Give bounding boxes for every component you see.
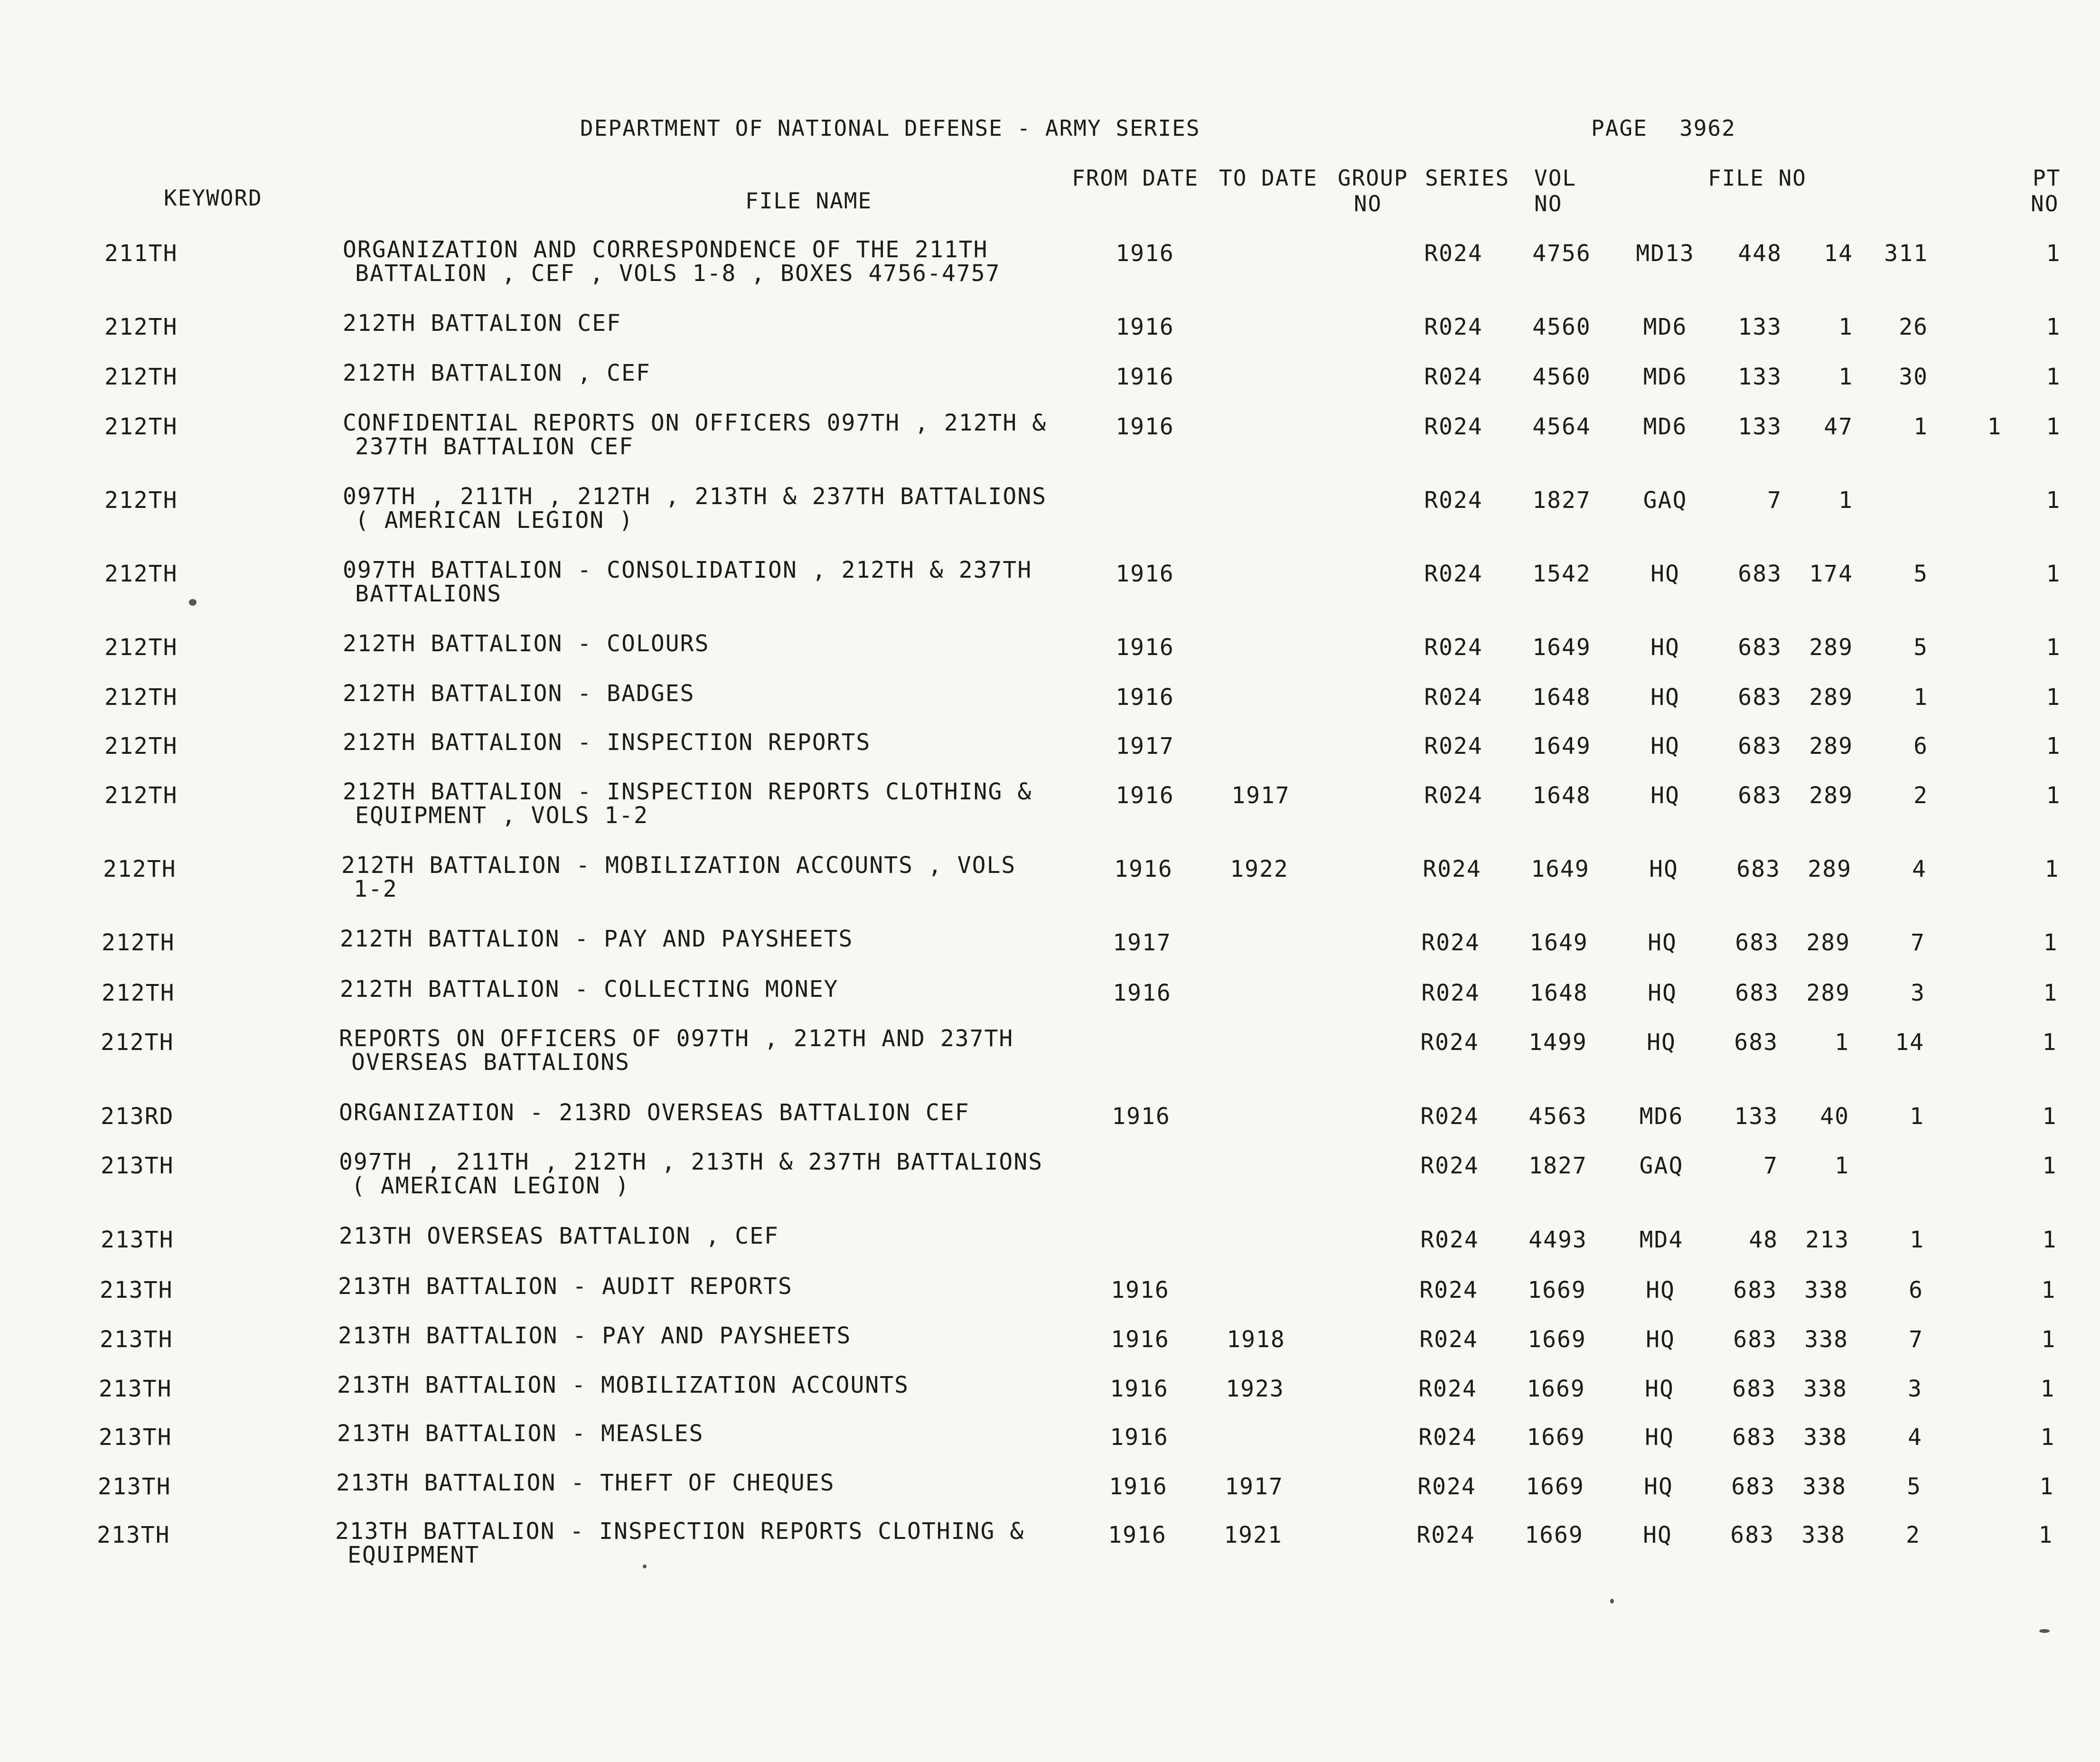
file-name-line-1: 097TH , 211TH , 212TH , 213TH & 237TH BATTALIONS — [343, 483, 1047, 510]
keyword-cell: 213TH — [101, 1153, 174, 1179]
file-no-2-cell: 7 — [1767, 487, 1782, 514]
file-no-3-cell: 213 — [1805, 1227, 1849, 1253]
from-date-cell: 1916 — [1116, 314, 1174, 340]
vol-no-cell: 1648 — [1532, 684, 1591, 711]
file-name-line-1: 213TH BATTALION - INSPECTION REPORTS CLOTHING & — [335, 1518, 1025, 1545]
from-date-cell: 1916 — [1110, 1376, 1169, 1402]
vol-no-cell: 4564 — [1532, 413, 1591, 440]
file-no-3-cell: 289 — [1809, 733, 1853, 759]
keyword-cell: 212TH — [104, 364, 178, 390]
file-no-2-cell: 683 — [1733, 1326, 1777, 1353]
file-no-4-cell: 4 — [1908, 1424, 1922, 1451]
file-no-4-cell: 7 — [1909, 1326, 1923, 1353]
series-cell: R024 — [1420, 1029, 1479, 1056]
file-no-3-cell: 289 — [1809, 782, 1853, 809]
series-cell: R024 — [1420, 1227, 1479, 1253]
file-no-4-cell: 5 — [1913, 634, 1928, 661]
to-date-cell: 1921 — [1224, 1522, 1283, 1548]
file-no-2-cell: 683 — [1732, 1376, 1776, 1402]
pt-no-cell: 1 — [2041, 1277, 2056, 1303]
file-no-1-cell: MD6 — [1643, 364, 1688, 390]
pt-no-cell: 1 — [2039, 1473, 2054, 1500]
file-name-line-2: ( AMERICAN LEGION ) — [351, 1172, 630, 1199]
file-name-line-1: 213TH BATTALION - PAY AND PAYSHEETS — [338, 1322, 852, 1349]
file-name-line-2: 237TH BATTALION CEF — [355, 433, 634, 460]
file-no-2-cell: 683 — [1738, 782, 1782, 809]
file-name-line-1: 213TH BATTALION - MEASLES — [337, 1420, 704, 1447]
file-name-line-1: ORGANIZATION AND CORRESPONDENCE OF THE 211TH — [343, 236, 988, 263]
column-header-to-date: TO DATE — [1219, 165, 1318, 191]
file-no-2-cell: 683 — [1731, 1473, 1775, 1500]
file-name-line-1: 212TH BATTALION - INSPECTION REPORTS — [343, 729, 871, 756]
scan-speck — [643, 1565, 647, 1568]
vol-no-cell: 1648 — [1532, 782, 1591, 809]
scan-speck — [189, 599, 197, 606]
from-date-cell: 1916 — [1108, 1522, 1167, 1548]
file-no-2-cell: 7 — [1763, 1153, 1778, 1179]
file-no-1-cell: GAQ — [1643, 487, 1688, 514]
file-no-1-cell: HQ — [1645, 1424, 1674, 1451]
file-no-3-cell: 338 — [1804, 1326, 1848, 1353]
file-no-2-cell: 683 — [1738, 634, 1782, 661]
series-cell: R024 — [1424, 733, 1483, 759]
column-header-series: SERIES — [1425, 165, 1510, 191]
pt-no-cell: 1 — [2042, 1227, 2057, 1253]
file-no-1-cell: HQ — [1650, 684, 1680, 711]
file-no-2-cell: 133 — [1738, 364, 1782, 390]
file-no-3-cell: 289 — [1809, 684, 1853, 711]
file-no-2-cell: 133 — [1738, 314, 1782, 340]
file-no-4-cell: 1 — [1913, 684, 1928, 711]
to-date-cell: 1917 — [1225, 1473, 1284, 1500]
keyword-cell: 213TH — [99, 1376, 172, 1402]
file-no-3-cell: 14 — [1824, 240, 1853, 267]
file-no-1-cell: HQ — [1648, 980, 1677, 1006]
file-no-3-cell: 338 — [1803, 1376, 1847, 1402]
file-no-3-cell: 289 — [1808, 856, 1852, 882]
to-date-cell: 1923 — [1226, 1376, 1284, 1402]
file-no-2-cell: 683 — [1736, 856, 1781, 882]
pt-no-cell: 1 — [2046, 733, 2061, 759]
from-date-cell: 1916 — [1109, 1473, 1168, 1500]
file-no-3-cell: 174 — [1809, 561, 1853, 587]
file-no-2-cell: 48 — [1749, 1227, 1778, 1253]
column-header-pt-no: NO — [2031, 191, 2059, 216]
pt-no-cell: 1 — [2046, 240, 2061, 267]
file-no-3-cell: 338 — [1803, 1424, 1847, 1451]
column-header-file-no: FILE NO — [1708, 165, 1807, 191]
file-name-line-1: 212TH BATTALION CEF — [343, 310, 622, 337]
from-date-cell: 1916 — [1116, 413, 1174, 440]
from-date-cell: 1916 — [1116, 634, 1174, 661]
pt-no-cell: 1 — [2041, 1326, 2056, 1353]
file-name-line-1: 212TH BATTALION - PAY AND PAYSHEETS — [340, 926, 853, 952]
file-no-1-cell: HQ — [1649, 856, 1678, 882]
file-no-4-cell: 1 — [1910, 1103, 1924, 1130]
column-header-vol: VOL — [1534, 165, 1577, 191]
file-name-line-1: 097TH , 211TH , 212TH , 213TH & 237TH BATTALIONS — [339, 1149, 1043, 1175]
vol-no-cell: 1542 — [1532, 561, 1591, 587]
keyword-cell: 213TH — [101, 1227, 174, 1253]
series-cell: R024 — [1424, 634, 1483, 661]
file-name-line-1: 097TH BATTALION - CONSOLIDATION , 212TH & 237TH — [343, 557, 1032, 583]
file-no-1-cell: HQ — [1647, 1029, 1676, 1056]
vol-no-cell: 1649 — [1531, 856, 1590, 882]
file-no-4-cell: 3 — [1908, 1376, 1922, 1402]
file-no-1-cell: HQ — [1645, 1376, 1674, 1402]
file-no-3-cell: 289 — [1806, 929, 1850, 956]
series-cell: R024 — [1418, 1376, 1477, 1402]
file-no-1-cell: HQ — [1646, 1326, 1675, 1353]
keyword-cell: 211TH — [104, 240, 178, 267]
series-cell: R024 — [1424, 487, 1483, 514]
keyword-cell: 212TH — [102, 929, 175, 956]
file-no-2-cell: 683 — [1734, 1029, 1778, 1056]
file-no-2-cell: 683 — [1735, 929, 1779, 956]
keyword-cell: 212TH — [104, 413, 178, 440]
file-no-4-cell: 4 — [1912, 856, 1927, 882]
file-no-2-cell: 133 — [1734, 1103, 1778, 1130]
series-cell: R024 — [1421, 980, 1480, 1006]
vol-no-cell: 1649 — [1532, 733, 1591, 759]
file-no-2-cell: 448 — [1738, 240, 1782, 267]
series-cell: R024 — [1424, 561, 1483, 587]
vol-no-cell: 1649 — [1532, 634, 1591, 661]
series-cell: R024 — [1424, 364, 1483, 390]
file-no-3-cell: 289 — [1806, 980, 1850, 1006]
column-header-pt: PT — [2033, 165, 2061, 191]
scan-speck — [2039, 1629, 2050, 1633]
pt-no-cell: 1 — [2040, 1376, 2055, 1402]
series-cell: R024 — [1419, 1277, 1478, 1303]
file-name-line-1: 213TH BATTALION - AUDIT REPORTS — [338, 1273, 793, 1300]
from-date-cell: 1916 — [1116, 240, 1174, 267]
file-no-1-cell: GAQ — [1639, 1153, 1684, 1179]
file-no-4-cell: 6 — [1909, 1277, 1923, 1303]
keyword-cell: 212TH — [104, 487, 178, 514]
file-no-2-cell: 683 — [1738, 684, 1782, 711]
from-date-cell: 1916 — [1111, 1326, 1170, 1353]
pt-no-cell: 1 — [2046, 413, 2061, 440]
file-name-line-1: 212TH BATTALION - COLOURS — [343, 630, 710, 657]
series-cell: R024 — [1416, 1522, 1475, 1548]
series-cell: R024 — [1417, 1473, 1476, 1500]
file-no-4-cell: 6 — [1913, 733, 1928, 759]
keyword-cell: 212TH — [104, 561, 178, 587]
file-name-line-1: 212TH BATTALION , CEF — [343, 360, 651, 386]
file-no-4-cell: 7 — [1911, 929, 1925, 956]
vol-no-cell: 4493 — [1528, 1227, 1587, 1253]
series-cell: R024 — [1424, 240, 1483, 267]
column-header-from-date: FROM DATE — [1072, 165, 1199, 191]
file-no-1-cell: MD4 — [1639, 1227, 1684, 1253]
file-no-4-cell: 311 — [1884, 240, 1928, 267]
pt-no-cell: 1 — [2046, 314, 2061, 340]
series-cell: R024 — [1420, 1103, 1479, 1130]
file-no-2-cell: 683 — [1730, 1522, 1774, 1548]
file-name-line-2: 1-2 — [354, 876, 398, 902]
from-date-cell: 1916 — [1116, 684, 1174, 711]
file-name-line-1: 213TH BATTALION - MOBILIZATION ACCOUNTS — [337, 1372, 909, 1398]
pt-no-cell: 1 — [2046, 561, 2061, 587]
series-cell: R024 — [1424, 314, 1483, 340]
from-date-cell: 1916 — [1114, 856, 1173, 882]
series-cell: R024 — [1420, 1153, 1479, 1179]
vol-no-cell: 1669 — [1528, 1326, 1586, 1353]
file-no-3-cell: 338 — [1804, 1277, 1848, 1303]
file-no-3-cell: 338 — [1801, 1522, 1846, 1548]
file-no-1-cell: HQ — [1644, 1473, 1673, 1500]
column-header-group-no: NO — [1354, 191, 1382, 216]
series-cell: R024 — [1424, 413, 1483, 440]
document-title: DEPARTMENT OF NATIONAL DEFENSE - ARMY SERIES — [580, 115, 1200, 141]
column-header-group: GROUP — [1338, 165, 1408, 191]
from-date-cell: 1916 — [1113, 980, 1172, 1006]
file-no-1-cell: HQ — [1643, 1522, 1672, 1548]
file-no-1-cell: MD6 — [1639, 1103, 1684, 1130]
keyword-cell: 212TH — [102, 980, 175, 1006]
keyword-cell: 212TH — [104, 782, 178, 809]
file-name-line-1: REPORTS ON OFFICERS OF 097TH , 212TH AND 237TH — [339, 1025, 1014, 1052]
file-name-line-1: 212TH BATTALION - BADGES — [343, 680, 695, 707]
keyword-cell: 213TH — [97, 1522, 170, 1548]
pt-no-cell: 1 — [2044, 856, 2060, 882]
column-header-vol-no: NO — [1534, 191, 1563, 216]
series-cell: R024 — [1421, 929, 1480, 956]
file-no-1-cell: HQ — [1648, 929, 1677, 956]
from-date-cell: 1916 — [1110, 1424, 1169, 1451]
file-no-1-cell: MD6 — [1643, 314, 1688, 340]
from-date-cell: 1917 — [1116, 733, 1174, 759]
file-name-line-1: 212TH BATTALION - MOBILIZATION ACCOUNTS , VOLS — [341, 852, 1016, 879]
keyword-cell: 213RD — [101, 1103, 174, 1130]
pt-no-cell: 1 — [2046, 782, 2061, 809]
vol-no-cell: 1827 — [1532, 487, 1591, 514]
file-no-4-cell: 30 — [1899, 364, 1928, 390]
vol-no-cell: 1499 — [1528, 1029, 1587, 1056]
file-no-2-cell: 683 — [1735, 980, 1779, 1006]
vol-no-cell: 1669 — [1526, 1473, 1584, 1500]
file-name-line-2: BATTALIONS — [355, 581, 502, 607]
vol-no-cell: 1649 — [1529, 929, 1588, 956]
vol-no-cell: 4756 — [1532, 240, 1591, 267]
file-name-line-1: 212TH BATTALION - COLLECTING MONEY — [340, 976, 839, 1003]
file-no-2-cell: 683 — [1738, 733, 1782, 759]
pt-no-cell: 1 — [2038, 1522, 2053, 1548]
vol-no-cell: 4563 — [1528, 1103, 1587, 1130]
file-no-2-cell: 133 — [1738, 413, 1782, 440]
file-name-line-2: BATTALION , CEF , VOLS 1-8 , BOXES 4756-4757 — [355, 260, 1001, 287]
file-no-4-cell: 1 — [1913, 413, 1928, 440]
keyword-cell: 213TH — [99, 1424, 172, 1451]
file-name-line-1: 212TH BATTALION - INSPECTION REPORTS CLOTHING & — [343, 778, 1032, 805]
file-no-3-cell: 1 — [1835, 1153, 1849, 1179]
pt-no-cell: 1 — [2046, 684, 2061, 711]
keyword-cell: 213TH — [100, 1277, 173, 1303]
from-date-cell: 1916 — [1116, 561, 1174, 587]
to-date-cell: 1922 — [1230, 856, 1289, 882]
keyword-cell: 212TH — [104, 733, 178, 759]
pt-no-cell: 1 — [2042, 1103, 2057, 1130]
file-no-1-cell: HQ — [1650, 782, 1680, 809]
series-cell: R024 — [1419, 1326, 1478, 1353]
keyword-cell: 212TH — [104, 314, 178, 340]
column-header-keyword: KEYWORD — [164, 185, 262, 211]
file-no-3-cell: 289 — [1809, 634, 1853, 661]
file-no-4-cell: 2 — [1906, 1522, 1921, 1548]
from-date-cell: 1917 — [1113, 929, 1172, 956]
file-no-3-cell: 1 — [1838, 314, 1853, 340]
pt-no-cell: 1 — [2042, 1029, 2057, 1056]
file-no-2-cell: 683 — [1738, 561, 1782, 587]
pt-no-cell: 1 — [2042, 1153, 2057, 1179]
file-no-5-cell: 1 — [1987, 413, 2002, 440]
pt-no-cell: 1 — [2046, 634, 2061, 661]
pt-no-cell: 1 — [2040, 1424, 2055, 1451]
keyword-cell: 212TH — [104, 634, 178, 661]
keyword-cell: 212TH — [103, 856, 177, 882]
file-no-3-cell: 1 — [1838, 487, 1853, 514]
file-no-4-cell: 5 — [1907, 1473, 1922, 1500]
file-no-4-cell: 5 — [1913, 561, 1928, 587]
series-cell: R024 — [1418, 1424, 1477, 1451]
file-no-3-cell: 1 — [1835, 1029, 1849, 1056]
file-name-line-1: 213TH OVERSEAS BATTALION , CEF — [339, 1223, 779, 1249]
keyword-cell: 213TH — [98, 1473, 171, 1500]
to-date-cell: 1918 — [1227, 1326, 1285, 1353]
file-no-4-cell: 3 — [1911, 980, 1925, 1006]
to-date-cell: 1917 — [1231, 782, 1290, 809]
file-no-1-cell: MD13 — [1636, 240, 1695, 267]
file-no-4-cell: 14 — [1895, 1029, 1924, 1056]
keyword-cell: 212TH — [104, 684, 178, 711]
series-cell: R024 — [1423, 856, 1481, 882]
keyword-cell: 213TH — [100, 1326, 173, 1353]
from-date-cell: 1916 — [1116, 782, 1174, 809]
pt-no-cell: 1 — [2043, 980, 2058, 1006]
vol-no-cell: 1669 — [1525, 1522, 1584, 1548]
series-cell: R024 — [1424, 782, 1483, 809]
pt-no-cell: 1 — [2046, 487, 2061, 514]
vol-no-cell: 1669 — [1527, 1424, 1585, 1451]
file-no-3-cell: 1 — [1838, 364, 1853, 390]
column-header-file-name: FILE NAME — [745, 188, 872, 214]
vol-no-cell: 1648 — [1529, 980, 1588, 1006]
file-no-1-cell: HQ — [1650, 733, 1680, 759]
file-no-3-cell: 338 — [1802, 1473, 1847, 1500]
vol-no-cell: 1669 — [1527, 1376, 1585, 1402]
file-no-4-cell: 26 — [1899, 314, 1928, 340]
file-no-1-cell: MD6 — [1643, 413, 1688, 440]
file-name-line-1: 213TH BATTALION - THEFT OF CHEQUES — [336, 1470, 835, 1496]
page-number: 3962 — [1679, 115, 1736, 141]
pt-no-cell: 1 — [2043, 929, 2058, 956]
file-name-line-2: EQUIPMENT , VOLS 1-2 — [355, 802, 648, 829]
vol-no-cell: 4560 — [1532, 314, 1591, 340]
page-label: PAGE — [1591, 115, 1648, 141]
file-no-2-cell: 683 — [1733, 1277, 1777, 1303]
file-no-4-cell: 1 — [1910, 1227, 1924, 1253]
vol-no-cell: 1827 — [1528, 1153, 1587, 1179]
vol-no-cell: 1669 — [1528, 1277, 1586, 1303]
file-no-1-cell: HQ — [1650, 561, 1680, 587]
pt-no-cell: 1 — [2046, 364, 2061, 390]
series-cell: R024 — [1424, 684, 1483, 711]
file-no-1-cell: HQ — [1646, 1277, 1675, 1303]
from-date-cell: 1916 — [1111, 1277, 1170, 1303]
file-no-3-cell: 47 — [1824, 413, 1853, 440]
file-no-1-cell: HQ — [1650, 634, 1680, 661]
file-name-line-2: OVERSEAS BATTALIONS — [351, 1049, 630, 1076]
from-date-cell: 1916 — [1116, 364, 1174, 390]
file-name-line-1: CONFIDENTIAL REPORTS ON OFFICERS 097TH , 212TH & — [343, 410, 1047, 436]
file-no-4-cell: 2 — [1913, 782, 1928, 809]
file-name-line-1: ORGANIZATION - 213RD OVERSEAS BATTALION CEF — [339, 1099, 970, 1126]
from-date-cell: 1916 — [1112, 1103, 1171, 1130]
keyword-cell: 212TH — [101, 1029, 174, 1056]
file-name-line-2: ( AMERICAN LEGION ) — [355, 507, 634, 534]
file-no-2-cell: 683 — [1732, 1424, 1776, 1451]
file-name-line-2: EQUIPMENT — [347, 1542, 480, 1568]
file-no-3-cell: 40 — [1820, 1103, 1849, 1130]
scan-speck — [1610, 1599, 1614, 1603]
vol-no-cell: 4560 — [1532, 364, 1591, 390]
